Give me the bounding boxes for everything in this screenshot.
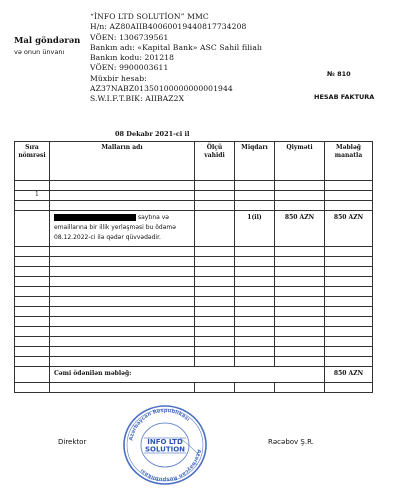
- total-label: Cəmi ödənilən məbləğ:: [50, 367, 325, 383]
- item-desc-part2: emaillarına bir illik yerləşməsi bu ödəmə 08.12.2022-ci ilə qədər qüvvədədir.: [54, 224, 176, 241]
- svg-text:Azərbaycan Respublikası: Azərbaycan Respublikası: [128, 407, 191, 442]
- total-amount: 850 AZN: [325, 367, 373, 383]
- table-row: [15, 297, 373, 307]
- correspondent-label: Müxbir hesab:: [90, 73, 147, 83]
- item-desc-part1: saytına və: [138, 214, 170, 221]
- total-row: [15, 367, 373, 383]
- table-row: [15, 357, 373, 367]
- item-price: 850 AZN: [275, 211, 325, 247]
- table-row: [15, 383, 373, 393]
- header-name: Malların adı: [50, 142, 195, 181]
- sender-details: [90, 12, 310, 105]
- table-row: [15, 257, 373, 267]
- row-number: 1: [15, 191, 50, 201]
- company-tax-id: VÖEN: 1306739561: [90, 32, 169, 42]
- sender-label-subtitle: və onun ünvanı: [14, 48, 65, 56]
- invoice-number: № 810: [327, 70, 351, 78]
- table-row: [15, 267, 373, 277]
- company-stamp: [122, 404, 208, 486]
- bank-name: Bankın adı: «Kapital Bank» ASC Sahil filialı: [90, 42, 263, 52]
- header-price: Qiyməti: [275, 142, 325, 181]
- table-row: [15, 191, 373, 201]
- header-unit: Ölçü vahidi: [195, 142, 235, 181]
- company-name: “İNFO LTD SOLUTİON” MMC: [90, 12, 209, 21]
- sender-label-title: Mal göndərən: [14, 36, 81, 46]
- table-row: [15, 181, 373, 191]
- correspondent-account: AZ37NABZ01350100000000001944: [90, 84, 233, 94]
- table-row: [15, 247, 373, 257]
- item-description: [50, 211, 195, 247]
- table-row: [15, 327, 373, 337]
- header-amount: Məbləğ manatla: [325, 142, 373, 181]
- director-label: Direktor: [58, 438, 87, 446]
- invoice-date: 08 Dekabr 2021-ci il: [115, 130, 190, 138]
- svg-text:Azərbaycan Respublikası: Azərbaycan Respublikası: [139, 448, 202, 483]
- invoice-title: HESAB FAKTURA: [314, 93, 375, 101]
- bank-code: Bankın kodu: 201218: [90, 53, 175, 63]
- signer-name: Rəcəbov Ş.R.: [268, 438, 314, 446]
- bank-tax-id: VÖEN: 9900003611: [90, 63, 169, 73]
- table-row: [15, 337, 373, 347]
- items-table: [14, 141, 373, 393]
- stamp-center-line2: SOLUTION: [144, 445, 186, 454]
- table-row: [15, 347, 373, 357]
- table-header-row: [15, 142, 373, 181]
- item-qty: 1(il): [235, 211, 275, 247]
- item-row: [15, 211, 373, 247]
- header-number: Sıra nömrəsi: [15, 142, 50, 181]
- sender-label: [14, 36, 84, 56]
- swift-code: S.W.I.F.T.BIK: AIIBAZ2X: [90, 94, 185, 104]
- account-number: H/n: AZ80AIIB40060019440817734208: [90, 22, 247, 32]
- header-qty: Miqdarı: [235, 142, 275, 181]
- table-row: [15, 317, 373, 327]
- table-row: [15, 201, 373, 211]
- table-row: [15, 277, 373, 287]
- redacted-block: [54, 214, 136, 221]
- table-row: [15, 287, 373, 297]
- stamp-center-line1: İNFO LTD: [147, 438, 183, 446]
- table-row: [15, 307, 373, 317]
- item-amount: 850 AZN: [325, 211, 373, 247]
